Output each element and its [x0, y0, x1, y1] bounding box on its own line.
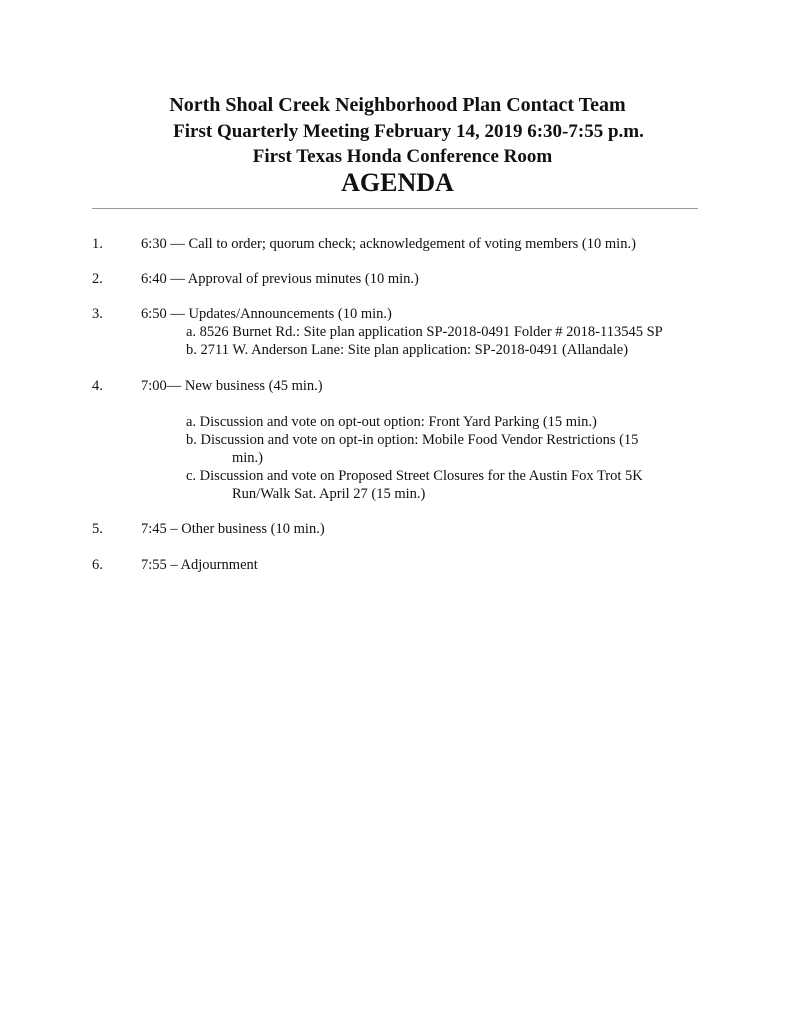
agenda-subitem-text: b. 2711 W. Anderson Lane: Site plan application: SP-2018-0491 (Allandale): [186, 342, 629, 358]
meeting-date-heading: First Quarterly Meeting February 14, 2019 6:30-7:55 p.m.: [173, 121, 644, 142]
agenda-subitem-text: a. 8526 Burnet Rd.: Site plan application SP-2018-0491 Folder # 2018-113545 SP: [186, 324, 663, 340]
meeting-location-heading: First Texas Honda Conference Room: [252, 146, 553, 167]
agenda-item-text: 6:30 — Call to order; quorum check; acknowledgement of voting members (10 min.): [141, 236, 636, 252]
header-divider: [92, 208, 698, 209]
item-number: 5.: [92, 521, 103, 537]
agenda-subitem-text: c. Discussion and vote on Proposed Street Closures for the Austin Fox Trot 5K: [186, 468, 643, 484]
item-number: 4.: [92, 378, 103, 394]
agenda-item-text: 7:55 – Adjournment: [141, 557, 258, 573]
item-number: 3.: [92, 306, 103, 322]
agenda-subitem-text: b. Discussion and vote on opt-in option: Mobile Food Vendor Restrictions (15: [186, 432, 639, 448]
agenda-subitem-continuation: Run/Walk Sat. April 27 (15 min.): [232, 486, 426, 502]
item-number: 6.: [92, 557, 103, 573]
item-number: 1.: [92, 236, 103, 252]
team-name-heading: North Shoal Creek Neighborhood Plan Contact Team: [169, 94, 626, 116]
agenda-item-text: 6:40 — Approval of previous minutes (10 min.): [141, 271, 419, 287]
agenda-item-text: 7:00— New business (45 min.): [141, 378, 323, 394]
agenda-title: AGENDA: [341, 168, 454, 197]
agenda-item-text: 7:45 – Other business (10 min.): [141, 521, 325, 537]
agenda-subitem-text: a. Discussion and vote on opt-out option: Front Yard Parking (15 min.): [186, 414, 597, 430]
item-number: 2.: [92, 271, 103, 287]
agenda-subitem-continuation: min.): [232, 450, 264, 466]
agenda-item-text: 6:50 — Updates/Announcements (10 min.): [141, 306, 392, 322]
